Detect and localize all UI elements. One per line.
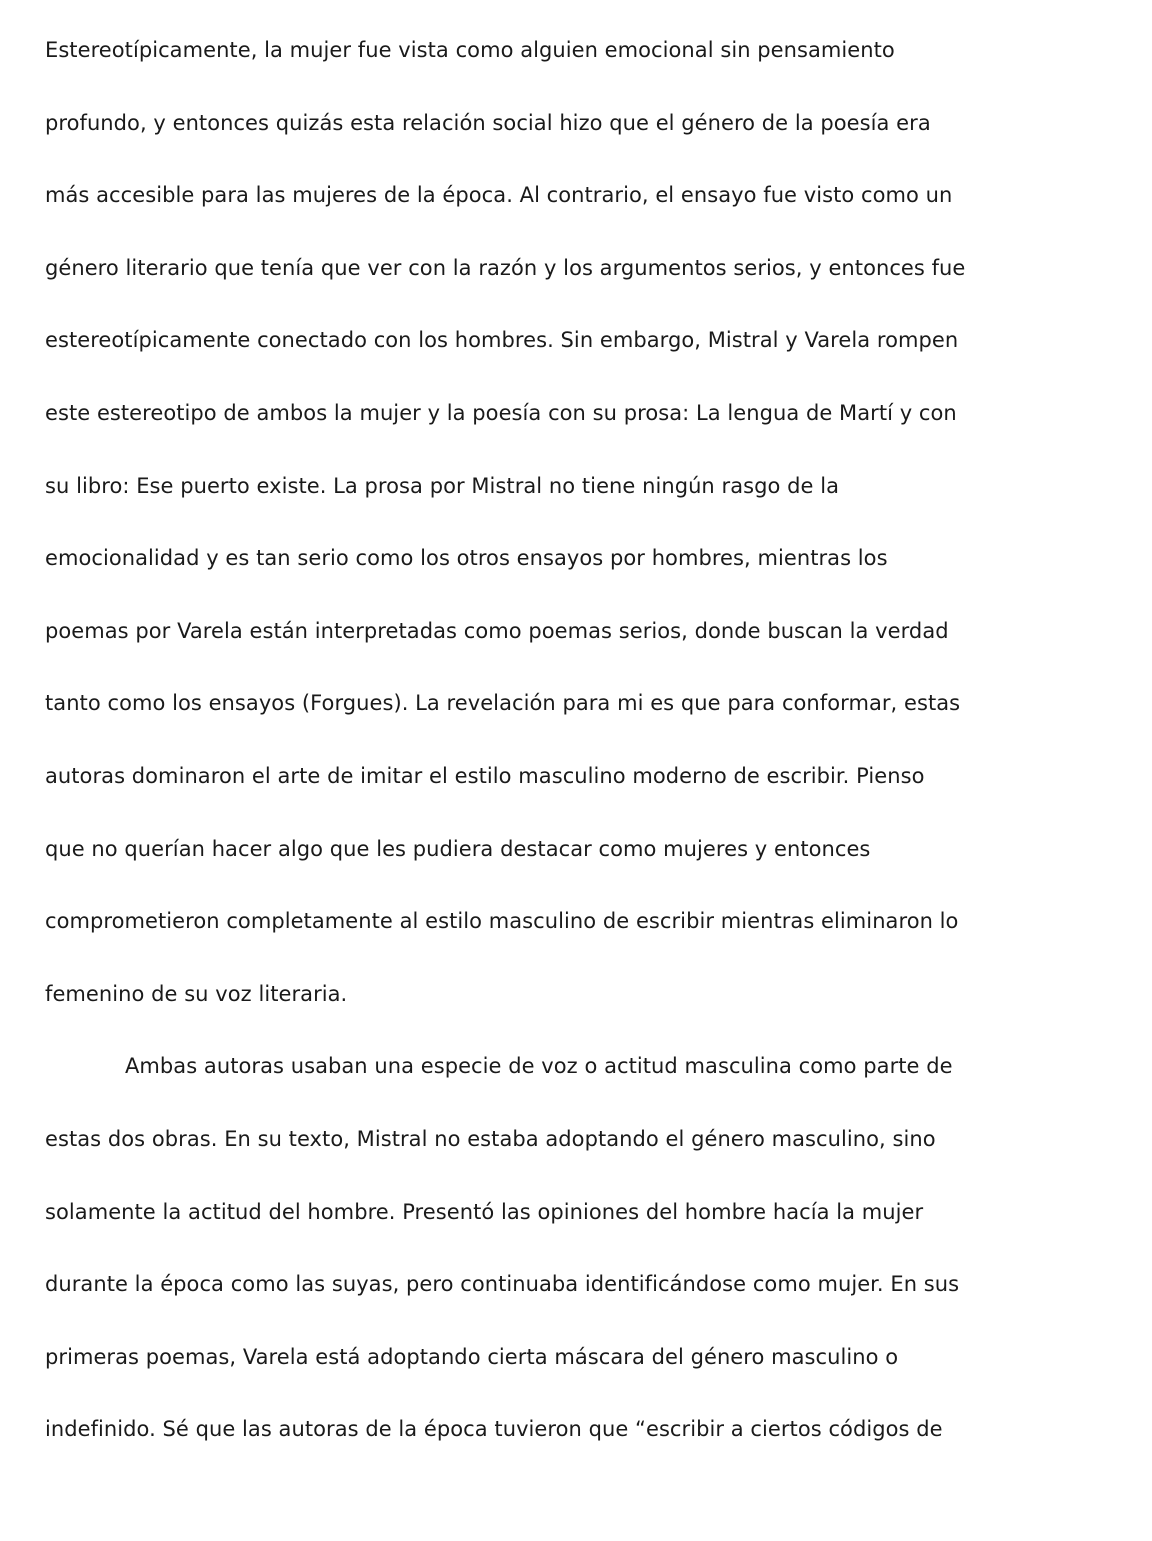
text-line-5: estereotípicamente conectado con los hombres. Sin embargo, Mistral y Varela rompen bbox=[45, 328, 959, 353]
text-line-4: género literario que tenía que ver con la razón y los argumentos serios, y entonces fue bbox=[45, 255, 966, 280]
text-line-20: indefinido. Sé que las autoras de la época tuvieron que “escribir a ciertos códigos de bbox=[45, 1417, 943, 1442]
text-line-18: durante la época como las suyas, pero continuaba identificándose como mujer. En sus bbox=[45, 1272, 960, 1297]
text-line-13: comprometieron completamente al estilo masculino de escribir mientras eliminaron lo bbox=[45, 909, 959, 934]
text-line-11: autoras dominaron el arte de imitar el estilo masculino moderno de escribir. Pienso bbox=[45, 763, 925, 788]
text-line-16: estas dos obras. En su texto, Mistral no estaba adoptando el género masculino, sino bbox=[45, 1126, 936, 1151]
body-text bbox=[0, 20, 1152, 1472]
text-line-7: su libro: Ese puerto existe. La prosa por Mistral no tiene ningún rasgo de la bbox=[45, 473, 839, 498]
text-line-12: que no querían hacer algo que les pudiera destacar como mujeres y entonces bbox=[45, 836, 871, 861]
text-line-6: este estereotipo de ambos la mujer y la poesía con su prosa: La lengua de Martí y con bbox=[45, 400, 957, 425]
text-line-2: profundo, y entonces quizás esta relación social hizo que el género de la poesía era bbox=[45, 110, 931, 135]
text-line-10: tanto como los ensayos (Forgues). La revelación para mi es que para conformar, estas bbox=[45, 691, 961, 716]
text-line-8: emocionalidad y es tan serio como los otros ensayos por hombres, mientras los bbox=[45, 546, 888, 571]
text-line-15: Ambas autoras usaban una especie de voz o actitud masculina como parte de bbox=[125, 1054, 953, 1079]
text-line-14: femenino de su voz literaria. bbox=[45, 981, 348, 1006]
text-line-9: poemas por Varela están interpretadas como poemas serios, donde buscan la verdad bbox=[45, 618, 949, 643]
text-line-19: primeras poemas, Varela está adoptando cierta máscara del género masculino o bbox=[45, 1344, 899, 1369]
text-line-3: más accesible para las mujeres de la época. Al contrario, el ensayo fue visto como un bbox=[45, 183, 953, 208]
text-line-1: Estereotípicamente, la mujer fue vista como alguien emocional sin pensamiento bbox=[45, 38, 895, 62]
text-line-17: solamente la actitud del hombre. Presentó las opiniones del hombre hacía la mujer bbox=[45, 1199, 924, 1224]
